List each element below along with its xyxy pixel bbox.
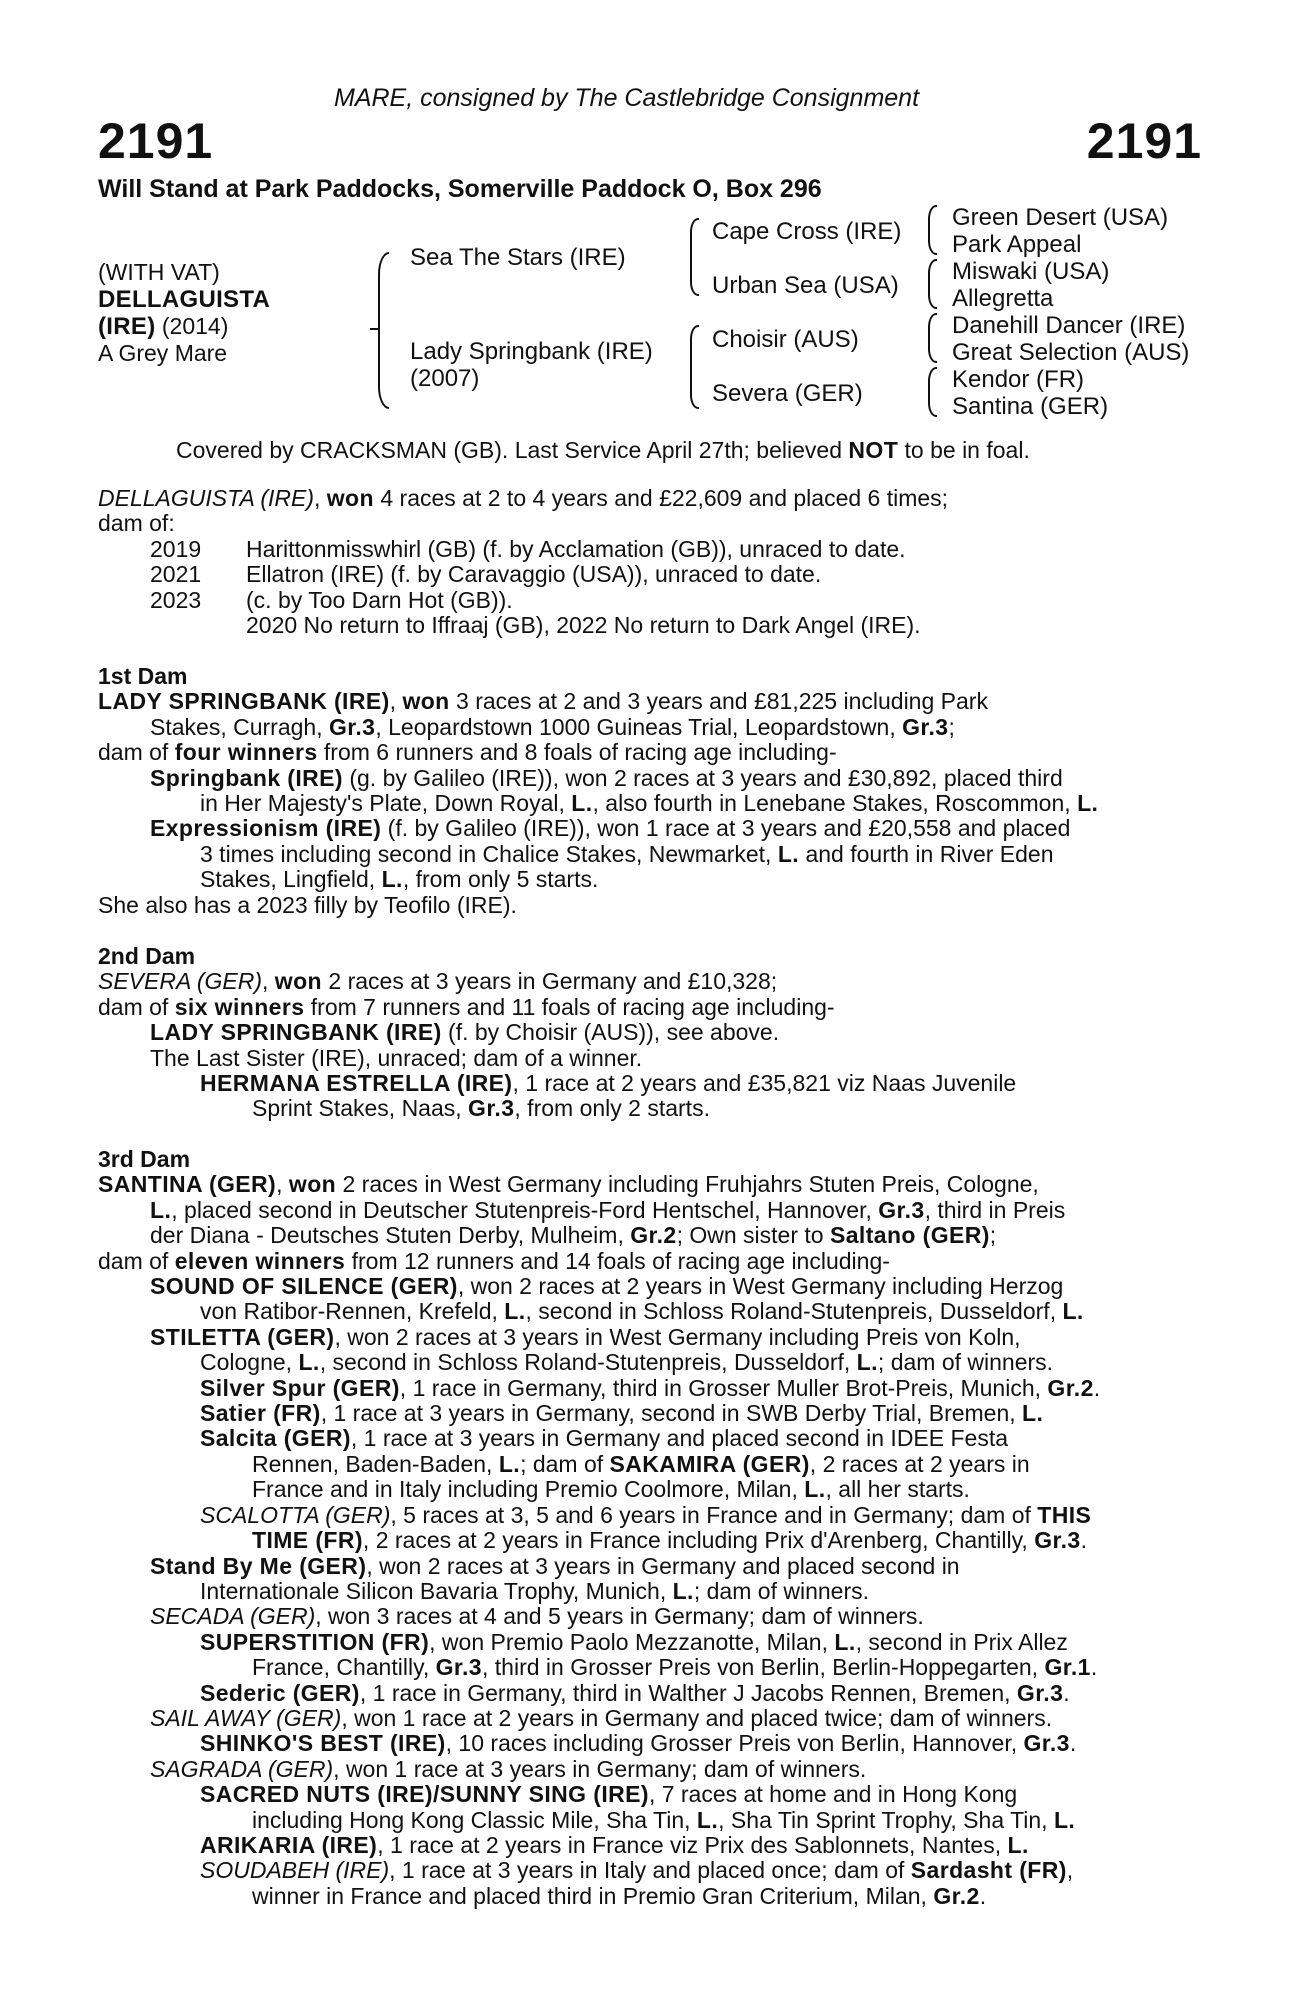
text: , won 1 race at 2 years in Germany and placed twice; dam of winners. <box>341 1704 1053 1731</box>
dam-name: SEVERA (GER) <box>98 968 263 995</box>
grade: L. <box>777 840 800 867</box>
text: , 2 races at 2 years in <box>809 1450 1030 1477</box>
text: , 1 race in Germany, third in Grosser Muller Brot-Preis, Munich, <box>399 1374 1048 1401</box>
text: from 7 runners and 11 foals of racing age including- <box>304 993 835 1020</box>
text: ; dam of winners. <box>877 1349 1054 1376</box>
grade: Gr.2 <box>933 1882 980 1909</box>
progeny-name: SUPERSTITION (FR) <box>200 1628 430 1655</box>
grade: L. <box>381 866 403 893</box>
progeny-name: TIME (FR) <box>252 1527 363 1554</box>
horse-block <box>98 259 270 367</box>
progeny-name: Salcita (GER) <box>200 1425 351 1452</box>
progeny-name: SOUDABEH (IRE) <box>200 1857 390 1884</box>
grade: L. <box>498 1450 521 1477</box>
progeny-name: ARIKARIA (IRE) <box>200 1831 378 1858</box>
text: ; Own sister to <box>676 1222 830 1249</box>
consignment-subtitle: MARE, consigned by The Castlebridge Consignment <box>334 84 920 112</box>
text: . <box>1063 1679 1070 1706</box>
text: , second in Schloss Roland-Stutenpreis, Dusseldorf, <box>319 1349 857 1376</box>
text: , from only 5 starts. <box>402 866 599 893</box>
text: Cologne, <box>200 1349 299 1376</box>
text: , 1 race at 3 years in Germany, second in SWB Derby Trial, Bremen, <box>320 1400 1023 1427</box>
text: in Her Majesty's Plate, Down Royal, <box>200 790 572 817</box>
ped-sss: Green Desert (USA) <box>952 204 1169 231</box>
text: winner in France and placed third in Premio Gran Criterium, Milan, <box>252 1882 934 1909</box>
grade: L. <box>571 790 593 817</box>
text: , won 2 races at 2 years in West Germany including Herzog <box>457 1273 1064 1300</box>
grade: L. <box>1022 1400 1044 1427</box>
grade: L. <box>1062 1298 1084 1325</box>
produce-text: Ellatron (IRE) (f. by Caravaggio (USA)), unraced to date. <box>246 561 822 588</box>
ped-dam: Lady Springbank (IRE) <box>410 338 653 365</box>
ped-sds: Miswaki (USA) <box>952 258 1110 285</box>
produce-year: 2023 <box>150 586 202 613</box>
text: 2 races in West Germany including Fruhjahrs Stuten Preis, Cologne, <box>336 1171 1039 1198</box>
brace-ss <box>928 205 937 255</box>
text: , <box>262 968 275 995</box>
grade: L. <box>804 1476 826 1503</box>
text: , second in Schloss Roland-Stutenpreis, Dusseldorf, <box>525 1298 1063 1325</box>
text: (f. by Choisir (AUS)), see above. <box>441 1019 780 1046</box>
text: ; dam of <box>520 1450 610 1477</box>
mare-record-text: 4 races at 2 to 4 years and £22,609 and placed 6 times; <box>373 485 949 511</box>
ped-sire: Sea The Stars (IRE) <box>410 244 626 271</box>
text: dam of <box>98 993 175 1020</box>
horse-year: (2014) <box>155 313 229 339</box>
text: 3 times including second in Chalice Stakes, Newmarket, <box>200 840 778 867</box>
covered-text-end: to be in foal. <box>898 437 1030 463</box>
text: . <box>1080 1527 1087 1554</box>
text: (g. by Galileo (IRE)), won 2 races at 3 years and £30,892, placed third <box>342 764 1063 791</box>
dam-name: SANTINA (GER) <box>98 1171 277 1198</box>
text: 2 races at 3 years in Germany and £10,328; <box>322 968 778 995</box>
progeny-name: Sardasht (FR) <box>910 1857 1067 1884</box>
text: , third in Grosser Preis von Berlin, Berlin-Hoppegarten, <box>482 1654 1045 1681</box>
mare-record: DELLAGUISTA (IRE), won 4 races at 2 to 4 years and £22,609 and placed 6 times; dam of: 2019 Harittonmisswhirl (GB) (f. by Acclamation (GB)), unraced to date. 2021 Ellatron (IRE) (f. by Caravaggio (USA)), unraced to date. 2023 (c. by Too Darn Hot (GB)). 2020 No return to Iffraaj (GB), 2022 No return to Dark Angel (IRE). <box>98 486 1204 638</box>
progeny-name: Stand By Me (GER) <box>150 1552 367 1579</box>
text: , 10 races including Grosser Preis von Berlin, Hannover, <box>445 1730 1024 1757</box>
text: , all her starts. <box>825 1476 970 1503</box>
brace-dam <box>690 325 699 409</box>
vat-label: (WITH VAT) <box>98 259 220 285</box>
grade: L. <box>672 1577 694 1604</box>
grade: L. <box>504 1298 526 1325</box>
grade: Gr.3 <box>435 1654 482 1681</box>
brace-dd <box>928 367 937 417</box>
text: Internationale Silicon Bavaria Trophy, Munich, <box>200 1577 673 1604</box>
text: ; dam of winners. <box>693 1577 869 1604</box>
progeny-name: SCALOTTA (GER) <box>200 1501 391 1528</box>
progeny-name: Sederic (GER) <box>200 1679 360 1706</box>
text: , second in Prix Allez <box>855 1628 1068 1655</box>
brace-ds <box>928 313 937 363</box>
progeny-name: Silver Spur (GER) <box>200 1374 400 1401</box>
text: . <box>1093 1374 1101 1401</box>
text: Stakes, Lingfield, <box>200 866 382 893</box>
text: , <box>276 1171 289 1198</box>
ped-ss: Cape Cross (IRE) <box>712 218 902 245</box>
grade: Gr.3 <box>878 1196 925 1223</box>
text: , <box>389 688 403 715</box>
lot-number-right: 2191 <box>1086 113 1202 169</box>
text: , 1 race at 3 years in Italy and placed once; dam of <box>389 1857 911 1884</box>
text: , also fourth in Lenebane Stakes, Roscommon, <box>592 790 1078 817</box>
produce-text: (c. by Too Darn Hot (GB)). <box>246 586 513 613</box>
winners-count: eleven winners <box>174 1247 346 1274</box>
horse-description: A Grey Mare <box>98 340 228 366</box>
text: and fourth in River Eden <box>799 840 1054 867</box>
covered-text: Covered by CRACKSMAN (GB). Last Service April 27th; believed <box>176 437 849 463</box>
text: , 7 races at home and in Hong Kong <box>648 1781 1018 1808</box>
second-dam-section <box>98 944 1204 1122</box>
text: . <box>1069 1730 1077 1757</box>
text: , 1 race at 3 years in Germany and placed second in IDEE Festa <box>350 1425 1009 1452</box>
text: von Ratibor-Rennen, Krefeld, <box>200 1298 505 1325</box>
winners-count: six winners <box>174 993 305 1020</box>
won-label: won <box>402 688 450 715</box>
text: dam of <box>98 1247 175 1274</box>
ped-ds: Choisir (AUS) <box>712 326 859 353</box>
covered-bold: NOT <box>848 437 899 463</box>
horse-country: (IRE) <box>98 313 156 340</box>
text: , 5 races at 3, 5 and 6 years in France and in Germany; dam of <box>390 1501 1038 1528</box>
text: , 1 race in Germany, third in Walther J Jacobs Rennen, Bremen, <box>359 1679 1017 1706</box>
text: including Hong Kong Classic Mile, Sha Tin, <box>252 1806 697 1833</box>
brace-sd <box>928 259 937 309</box>
section-heading: 1st Dam <box>98 663 188 689</box>
grade: L. <box>696 1806 719 1833</box>
progeny-name: THIS <box>1037 1501 1092 1528</box>
text: The Last Sister (IRE), unraced; dam of a winner. <box>150 1044 643 1071</box>
text: , Sha Tin Sprint Trophy, Sha Tin, <box>718 1806 1054 1833</box>
lot-number-left: 2191 <box>98 113 214 169</box>
section-heading: 3rd Dam <box>98 1146 191 1172</box>
progeny-name: SHINKO'S BEST (IRE) <box>200 1730 446 1757</box>
progeny-name: Satier (FR) <box>200 1400 321 1427</box>
grade: Gr.3 <box>1016 1679 1064 1706</box>
winners-count: four winners <box>174 739 318 766</box>
won-label: won <box>274 968 322 995</box>
text: France, Chantilly, <box>252 1654 436 1681</box>
text: , third in Preis <box>924 1196 1066 1223</box>
progeny-name: Saltano (GER) <box>829 1222 990 1249</box>
grade: Gr.3 <box>902 713 949 740</box>
text: , won 2 races at 3 years in Germany and placed second in <box>366 1552 960 1579</box>
text: 3 races at 2 and 3 years and £81,225 including Park <box>449 688 988 715</box>
ped-dss: Danehill Dancer (IRE) <box>952 312 1186 339</box>
grade: Gr.3 <box>328 713 376 740</box>
ped-sdd: Allegretta <box>952 285 1054 312</box>
brace-sire <box>690 218 699 296</box>
grade: L. <box>150 1196 172 1223</box>
text: , 2 races at 2 years in France including Prix d'Arenberg, Chantilly, <box>362 1527 1035 1554</box>
grade: Gr.3 <box>1034 1527 1081 1554</box>
brace-gen1 <box>378 252 389 409</box>
text: Rennen, Baden-Baden, <box>252 1450 499 1477</box>
progeny-name: HERMANA ESTRELLA (IRE) <box>200 1070 513 1097</box>
mare-name: DELLAGUISTA (IRE) <box>98 485 314 511</box>
grade: L. <box>856 1349 878 1376</box>
grade: L. <box>1053 1806 1076 1833</box>
grade: L. <box>834 1628 856 1655</box>
text: , won 2 races at 3 years in West Germany including Preis von Koln, <box>334 1323 1021 1350</box>
text: . <box>979 1882 987 1909</box>
grade: Gr.3 <box>468 1095 515 1122</box>
brace-gen1-tip <box>370 328 378 330</box>
text: . <box>1090 1654 1098 1681</box>
text: , Leopardstown 1000 Guineas Trial, Leopardstown, <box>375 713 903 740</box>
text: der Diana - Deutsches Stuten Derby, Mulheim, <box>150 1222 631 1249</box>
text: from 6 runners and 8 foals of racing age including- <box>317 739 837 766</box>
text: France and in Italy including Premio Coolmore, Milan, <box>252 1476 805 1503</box>
grade: Gr.2 <box>630 1222 677 1249</box>
produce-year: 2019 <box>150 535 202 562</box>
ped-dds: Kendor (FR) <box>952 366 1085 393</box>
grade: Gr.2 <box>1047 1374 1094 1401</box>
text: from 12 runners and 14 foals of racing age including- <box>345 1247 890 1274</box>
dam-of-label: dam of: <box>98 510 175 537</box>
section-heading: 2nd Dam <box>98 943 196 969</box>
text: ; <box>989 1222 997 1249</box>
progeny-name: SACRED NUTS (IRE)/SUNNY SING (IRE) <box>200 1781 649 1808</box>
progeny-name: Expressionism (IRE) <box>150 815 382 842</box>
won-label: won <box>326 485 374 511</box>
text: , <box>1066 1857 1074 1884</box>
progeny-name: Springbank (IRE) <box>150 764 343 791</box>
ped-ddd: Santina (GER) <box>952 393 1109 420</box>
progeny-name: SAIL AWAY (GER) <box>150 1704 342 1731</box>
produce-row <box>98 613 1204 638</box>
won-label: won <box>288 1171 337 1198</box>
produce-text: Harittonmisswhirl (GB) (f. by Acclamation (GB)), unraced to date. <box>246 535 906 562</box>
progeny-name: LADY SPRINGBANK (IRE) <box>150 1019 442 1046</box>
progeny-name: SECADA (GER) <box>150 1603 316 1630</box>
produce-row <box>98 588 1204 613</box>
grade: L. <box>1077 790 1099 817</box>
text: , from only 2 starts. <box>514 1095 710 1122</box>
text: , placed second in Deutscher Stutenpreis-Ford Hentschel, Hannover, <box>171 1196 879 1223</box>
progeny-name: SAGRADA (GER) <box>150 1755 334 1782</box>
text: , 1 race at 2 years in France viz Prix des Sablonnets, Nantes, <box>377 1831 1008 1858</box>
horse-name: DELLAGUISTA <box>98 286 271 313</box>
stand-location: Will Stand at Park Paddocks, Somerville Paddock O, Box 296 <box>98 175 822 203</box>
progeny-name: SOUND OF SILENCE (GER) <box>150 1273 458 1300</box>
text: , 1 race at 2 years and £35,821 viz Naas Juvenile <box>512 1070 1017 1097</box>
progeny-name: STILETTA (GER) <box>150 1323 335 1350</box>
grade: L. <box>1007 1831 1029 1858</box>
first-dam-section <box>98 664 1204 918</box>
produce-text: 2020 No return to Iffraaj (GB), 2022 No return to Dark Angel (IRE). <box>246 612 921 639</box>
text: , won Premio Paolo Mezzanotte, Milan, <box>429 1628 835 1655</box>
text: Stakes, Curragh, <box>150 713 329 740</box>
dam-name: LADY SPRINGBANK (IRE) <box>98 688 390 715</box>
text: dam of <box>98 739 175 766</box>
ped-dd: Severa (GER) <box>712 380 863 407</box>
text: ; <box>948 713 955 740</box>
produce-row <box>98 537 1204 562</box>
text: She also has a 2023 filly by Teofilo (IRE). <box>98 891 517 918</box>
ped-ssd: Park Appeal <box>952 231 1082 258</box>
text: (f. by Galileo (IRE)), won 1 race at 3 years and £20,558 and placed <box>381 815 1071 842</box>
covered-note <box>176 437 1030 464</box>
grade: Gr.1 <box>1044 1654 1091 1681</box>
grade: L. <box>298 1349 320 1376</box>
produce-year: 2021 <box>150 561 202 588</box>
produce-row <box>98 562 1204 587</box>
text: , won 1 race at 3 years in Germany; dam of winners. <box>333 1755 867 1782</box>
ped-dsd: Great Selection (AUS) <box>952 339 1190 366</box>
progeny-name: SAKAMIRA (GER) <box>609 1450 810 1477</box>
third-dam-section <box>98 1147 1204 1909</box>
grade: Gr.3 <box>1023 1730 1070 1757</box>
text: Sprint Stakes, Naas, <box>252 1095 469 1122</box>
ped-dam-year: (2007) <box>410 365 480 392</box>
ped-sd: Urban Sea (USA) <box>712 272 899 299</box>
text: , won 3 races at 4 and 5 years in Germany; dam of winners. <box>315 1603 924 1630</box>
